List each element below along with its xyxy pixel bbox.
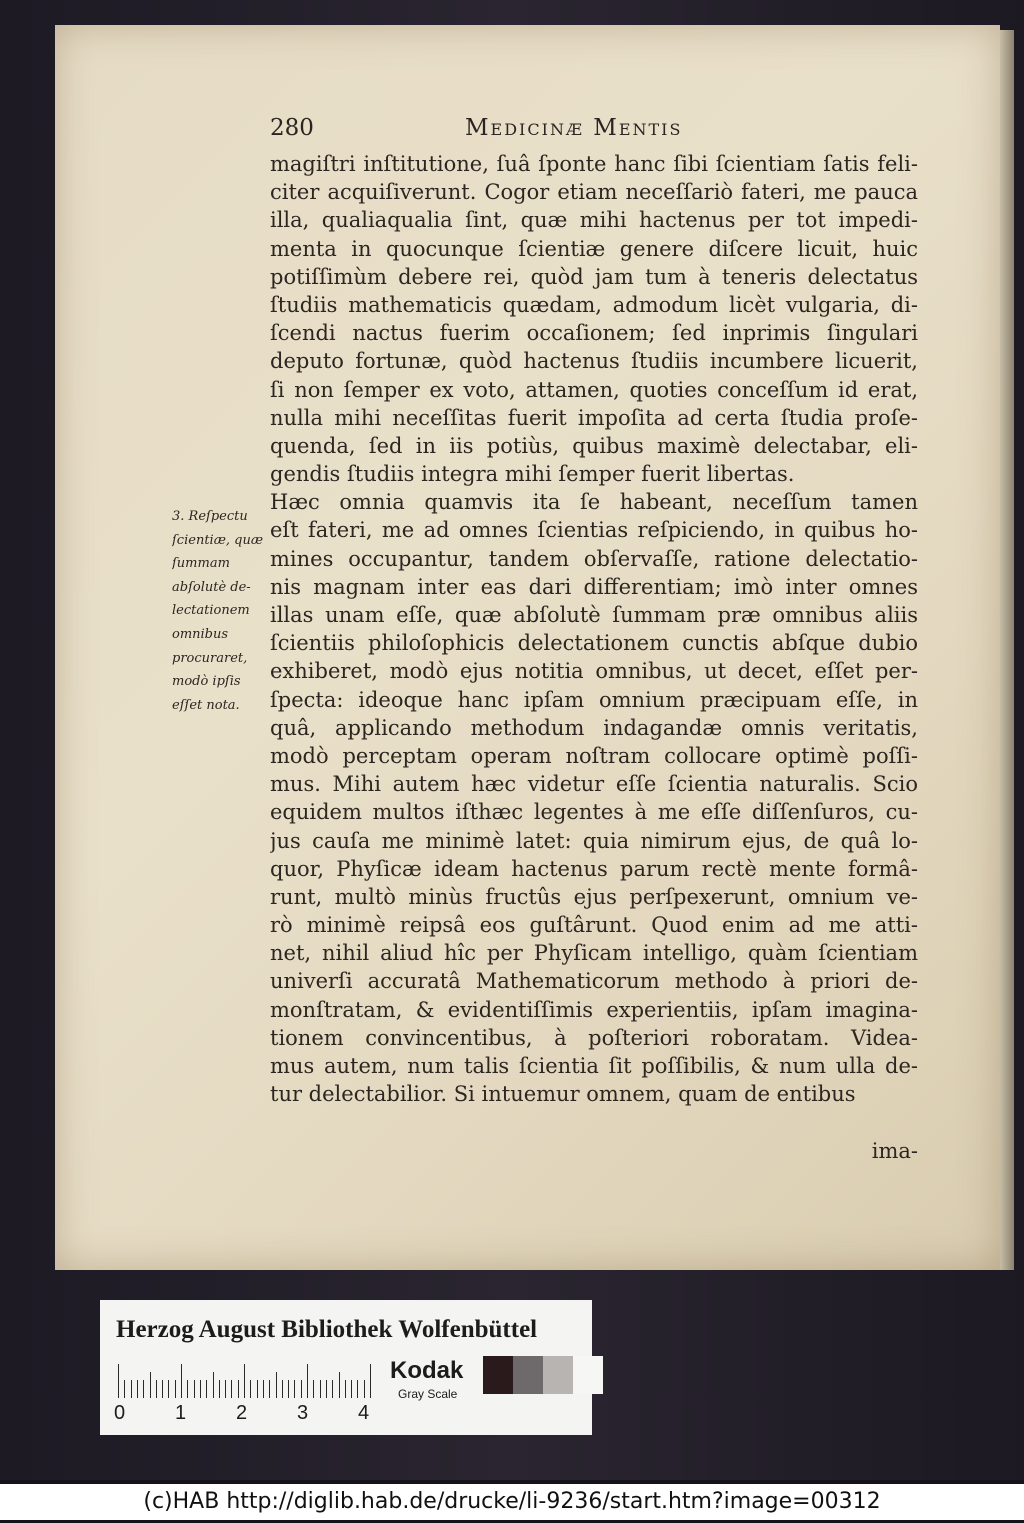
ruler-tick	[231, 1380, 232, 1398]
text-line: ſtudiis mathematicis quædam, admodum licèt vulgaria, di-	[270, 292, 918, 317]
page-header	[270, 115, 930, 145]
ruler-tick	[168, 1380, 169, 1398]
ruler-tick	[181, 1364, 182, 1398]
ruler-tick	[137, 1380, 138, 1398]
ruler-tick	[282, 1380, 283, 1398]
text-line: quor, Phyſicæ ideam hactenus parum rectè mente formâ-	[270, 856, 918, 881]
gray-scale-swatches	[483, 1356, 603, 1394]
text-line: monſtratam, & evidentiſſimis experientiis, ipſam imagina-	[270, 997, 918, 1022]
ruler-tick	[131, 1380, 132, 1398]
text-line: Hæc omnia quamvis ita ſe habeant, neceſſum tamen	[270, 490, 918, 515]
ruler-tick	[194, 1380, 195, 1398]
margin-note-line: lectationem	[172, 603, 250, 619]
scale-number: 4	[358, 1402, 370, 1424]
scale-number: 2	[236, 1402, 248, 1424]
ruler-tick	[219, 1380, 220, 1398]
ruler-tick	[257, 1380, 258, 1398]
text-line: tionem convincentibus, à poſteriori roboratam. Videa-	[270, 1025, 918, 1050]
library-name: Herzog August Bibliothek Wolfenbüttel	[116, 1316, 538, 1343]
scale-number: 0	[114, 1402, 126, 1424]
ruler-tick	[175, 1380, 176, 1398]
ruler-tick	[313, 1380, 314, 1398]
ruler-tick	[238, 1380, 239, 1398]
ruler-tick	[345, 1380, 346, 1398]
ruler-tick	[156, 1380, 157, 1398]
text-line: rò minimè reipsâ eos guſtârunt. Quod enim ad me atti-	[270, 913, 918, 938]
gray-swatch	[573, 1356, 603, 1394]
margin-note-line: omnibus	[172, 626, 229, 642]
ruler-tick	[301, 1380, 302, 1398]
gray-scale-label: Gray Scale	[398, 1387, 458, 1401]
ruler-tick	[339, 1372, 340, 1398]
text-line: quenda, ſed in iis potiùs, quibus maximè delectabar, eli-	[270, 433, 918, 458]
text-line: ſi non ſemper ex voto, attamen, quoties conceſſum id erat,	[270, 377, 918, 402]
ruler-tick	[162, 1380, 163, 1398]
text-line: jus cauſa me minimè latet: quia nimirum ejus, de quâ lo-	[270, 828, 918, 853]
text-line: ſcendi nactus fuerim occaſionem; ſed inprimis ſingulari	[270, 321, 918, 346]
footer-url: (c)HAB http://diglib.hab.de/drucke/li-9236/start.htm?image=00312	[0, 1484, 1024, 1520]
text-line: tur delectabilior. Si intuemur omnem, quam de entibus	[270, 1082, 856, 1107]
margin-note-line: 3. Reſpectu	[172, 509, 248, 524]
gray-swatch	[483, 1356, 513, 1394]
ruler-tick	[351, 1380, 352, 1398]
color-target-card	[100, 1300, 592, 1435]
text-line: net, nihil aliud hîc per Phyſicam intelligo, quàm ſcientiam	[270, 941, 918, 966]
running-head: Medicinæ Mentis	[465, 115, 683, 141]
ruler-tick	[213, 1372, 214, 1398]
text-line: univerſi accuratâ Mathematicorum methodo à priori de-	[270, 969, 918, 994]
text-line: mines occupantur, tandem obſervaſſe, ratione delectatio-	[270, 546, 918, 571]
ruler-tick	[320, 1380, 321, 1398]
gray-swatch	[543, 1356, 573, 1394]
ruler-tick	[326, 1380, 327, 1398]
text-line: deputo fortunæ, quòd hactenus ſtudiis incumbere licuerit,	[270, 349, 918, 374]
ruler-tick	[307, 1364, 308, 1398]
text-line: gendis ſtudiis integra mihi ſemper fuerit libertas.	[270, 462, 795, 487]
text-line: quâ, applicando methodum indagandæ omnis veritatis,	[270, 715, 918, 740]
ruler-tick	[187, 1380, 188, 1398]
text-line: illas unam eſſe, quæ abſolutè ſummam præ omnibus aliis	[270, 603, 918, 627]
text-line: eſt fateri, me ad omnes ſcientias reſpiciendo, in quibus ho-	[270, 518, 918, 543]
ruler-tick	[206, 1380, 207, 1398]
ruler-tick	[269, 1380, 270, 1398]
ruler-tick	[244, 1364, 245, 1398]
ruler-tick	[200, 1380, 201, 1398]
text-line: nis magnam inter eas dari differentiam; imò inter omnes	[270, 574, 918, 599]
ruler-tick	[118, 1364, 119, 1398]
text-line: nulla mihi neceſſitas fuerit impoſita ad certa ſtudia proſe-	[270, 405, 918, 430]
text-line: mus. Mihi autem hæc videtur eſſe ſcientia naturalis. Scio	[270, 772, 918, 797]
body-text	[270, 150, 918, 1108]
ruler-tick	[364, 1380, 365, 1398]
ruler-tick	[250, 1380, 251, 1398]
margin-note-line: procuraret,	[172, 650, 248, 666]
text-line: magiſtri inſtitutione, ſuâ ſponte hanc ſibi ſcientiam ſatis feli-	[270, 152, 918, 176]
text-line: menta in quocunque ſcientiæ genere diſcere licuit, huic	[270, 236, 918, 261]
ruler-tick	[225, 1380, 226, 1398]
text-line: ſcientiis philoſophicis delectationem cunctis abſque dubio	[270, 631, 918, 656]
scale-number: 1	[175, 1402, 187, 1424]
margin-note-line: eſſet nota.	[172, 697, 240, 713]
margin-note-line: ſummam	[172, 556, 230, 572]
text-line: runt, multò minùs fructûs ejus perſpexerunt, omnium ve-	[270, 884, 918, 909]
ruler-tick	[263, 1380, 264, 1398]
kodak-logo: Kodak	[390, 1357, 464, 1384]
ruler-tick	[332, 1380, 333, 1398]
text-line: modò perceptam operam noſtram collocare optimè poſſi-	[270, 743, 918, 768]
margin-note-line: ſcientiæ, quæ	[172, 532, 264, 548]
ruler-tick	[294, 1380, 295, 1398]
ruler-tick	[288, 1380, 289, 1398]
text-line: illa, qualiaqualia ſint, quæ mihi hactenus per tot impedi-	[270, 208, 918, 233]
page-number: 280	[270, 115, 314, 141]
margin-note-line: modò ipſis	[172, 674, 241, 690]
text-line: mus autem, num talis ſcientia ſit poſſibilis, & num ulla de-	[270, 1054, 918, 1078]
ruler-tick	[143, 1380, 144, 1398]
catchword-block	[270, 1137, 918, 1165]
margin-note-line: abſolutè de-	[172, 579, 251, 595]
text-line: potiſſimùm debere rei, quòd jam tum à teneris delectatus	[270, 264, 918, 289]
margin-note	[172, 505, 267, 717]
text-line: exhiberet, modò ejus notitia omnibus, ut decet, eſſet per-	[270, 659, 918, 684]
ruler-tick	[276, 1372, 277, 1398]
text-line: ſpecta: ideoque hanc ipſam omnium præcipuam eſſe, in	[270, 687, 918, 712]
scale-number: 3	[297, 1402, 309, 1424]
ruler-tick	[370, 1364, 371, 1398]
text-line: equidem multos iſthæc legentes à me eſſe diſſenſuros, cu-	[270, 800, 918, 825]
ruler-tick	[150, 1372, 151, 1398]
text-line: citer acquiſiverunt. Cogor etiam neceſſariò fateri, me pauca	[270, 180, 918, 205]
ruler-tick	[124, 1380, 125, 1398]
scale-ruler	[118, 1358, 374, 1404]
gray-swatch	[513, 1356, 543, 1394]
scale-numbers	[114, 1402, 384, 1426]
catchword: ima-	[871, 1139, 918, 1163]
ruler-tick	[357, 1380, 358, 1398]
